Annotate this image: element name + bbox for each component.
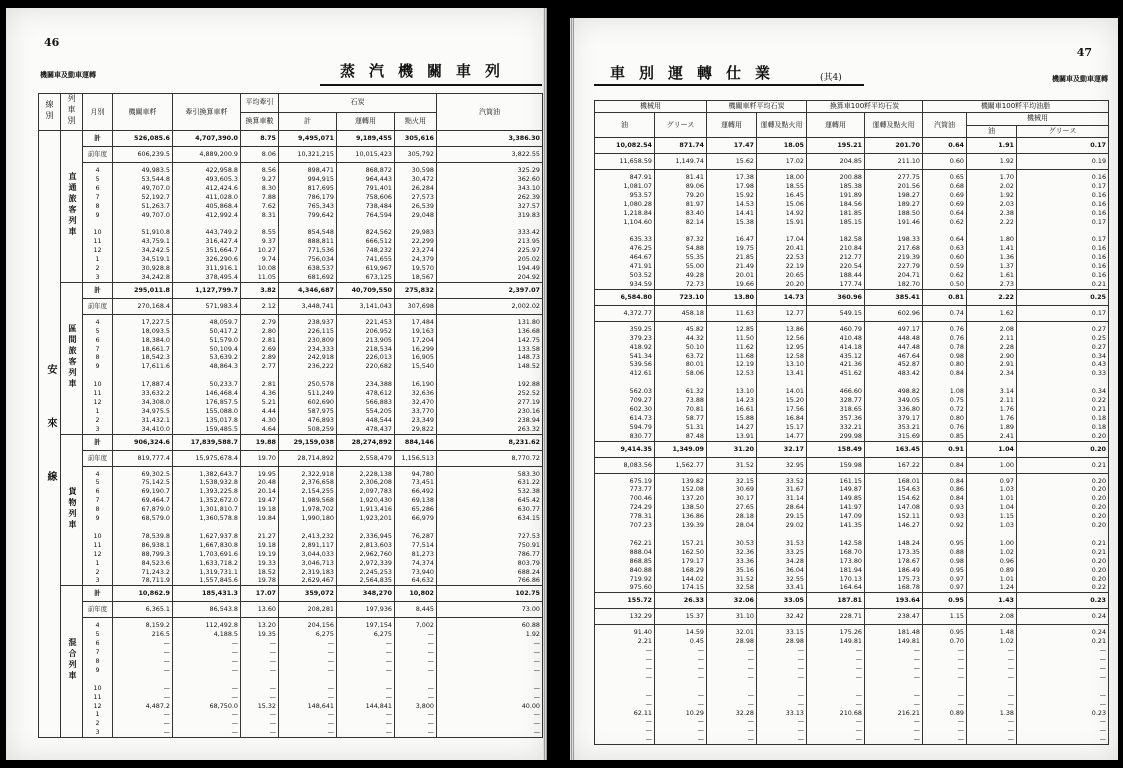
table-cell: 208,281 (279, 602, 337, 618)
table-row (595, 321, 1109, 441)
train-type-cell (61, 282, 83, 434)
monthly-values: 94,780 73,451 66,492 69,138 65,286 66,979 76,287 77,514 81,273 74,374 73,940 64,632 (395, 466, 437, 586)
table-cell: 228.71 (807, 609, 865, 625)
header-oil: 油 (595, 113, 655, 138)
table-cell: 3.82 (241, 282, 279, 298)
table-cell: 238.47 (865, 609, 923, 625)
page-number: 47 (1076, 46, 1092, 59)
table-cell: 0.17 (1017, 138, 1109, 154)
table-cell: 8,231.62 (437, 434, 543, 450)
monthly-values: 1,382,643.7 1,538,932.8 1,393,225.8 1,352,672.0 1,301,810.7 1,360,578.8 1,627,937.8 1,667,830.8 1,703,691.6 1,633,718.2 1,319,731.1 1,557,845.6 (173, 466, 241, 586)
table-cell: 3,822.55 (437, 147, 543, 163)
monthly-values: 17,227.5 18,093.5 18,384.0 18,661.7 18,542.3 17,611.6 17,887.4 33,632.2 34,308.0 34,975.5 31,432.1 34,410.0 (113, 314, 173, 434)
table-cell: 906,324.6 (113, 434, 173, 450)
table-cell: 359,072 (279, 586, 337, 602)
table-row (595, 457, 1109, 473)
table-cell: 9,414.35 (595, 441, 655, 457)
page-title-suffix: (其4) (820, 73, 842, 83)
table-cell: 0.24 (1017, 609, 1109, 625)
table-row (39, 314, 543, 434)
table-cell: 0.25 (1017, 289, 1109, 305)
header-per100-oil: 機關車100粁平均油脂 (923, 101, 1109, 113)
table-cell: 29,159,038 (279, 434, 337, 450)
table-cell: 0.23 (1017, 593, 1109, 609)
monthly-values: 45.82 44.32 50.10 63.72 80.01 58.06 61.32 73.88 70.81 58.77 51.31 87.48 (655, 321, 707, 441)
table-cell: 2.12 (241, 298, 279, 314)
table-cell: 40,709,550 (337, 282, 395, 298)
header-conv-km: 牽引換算車粁 (173, 94, 241, 131)
table-cell: 549.15 (807, 305, 865, 321)
table-row (39, 450, 543, 466)
monthly-values: 30,598 30,472 26,284 27,573 26,539 29,048 29,983 22,299 23,274 24,379 19,570 18,567 (395, 163, 437, 283)
table-cell: 32.95 (757, 457, 807, 473)
page-edge (543, 8, 547, 760)
table-cell: 4,372.77 (595, 305, 655, 321)
table-cell: 9,495,071 (279, 131, 337, 147)
table-row (39, 282, 543, 298)
table-cell: 3,448,741 (279, 298, 337, 314)
monthly-values: 422,958.8 493,605.3 412,424.6 411,028.0 405,868.4 412,992.4 443,749.2 316,427.4 351,664.7 326,290.6 311,916.1 378,495.4 (173, 163, 241, 283)
table-cell: 1.92 (967, 154, 1017, 170)
table-cell: 275,832 (395, 282, 437, 298)
table-cell: 132.29 (595, 609, 655, 625)
data-table-right (594, 100, 1109, 745)
table-row (39, 131, 543, 147)
monthly-values: 0.24 0.21 — — — — — — 0.23 — — — (1017, 625, 1109, 745)
monthly-values: 0.27 0.25 0.27 0.34 0.43 0.33 0.34 0.22 0.21 0.18 0.18 0.20 (1017, 321, 1109, 441)
monthly-values: 48,059.7 50,417.2 51,579.0 50,109.4 53,639.2 48,864.3 50,233.7 146,468.4 176,857.5 155,088.0 135,017.8 159,485.5 (173, 314, 241, 434)
monthly-values: 847.91 1,081.07 953.57 1,080.28 1,218.84 1,104.60 635.33 476.25 464.67 471.91 503.52 934.59 (595, 170, 655, 290)
table-cell: 1,562.77 (655, 457, 707, 473)
table-cell: 4,707,390.0 (173, 131, 241, 147)
header-loco-run: 運轉用 (707, 113, 757, 138)
header-cyl-oil: 汽筒油 (437, 94, 543, 131)
row-label: 計 (83, 131, 113, 147)
monthly-values: 460.79 410.48 414.18 435.12 421.36 451.62 466.60 328.77 318.65 357.36 332.21 299.98 (807, 321, 865, 441)
table-cell: 1,127,799.7 (173, 282, 241, 298)
title-rule (320, 84, 542, 86)
table-row (39, 434, 543, 450)
monthly-values: 112,492.8 4,188.5 — — — — — — 68,750.0 — — — (173, 618, 241, 738)
table-cell: 1,349.09 (655, 441, 707, 457)
table-cell: 8.06 (241, 147, 279, 163)
header-conv-run: 運轉用 (807, 113, 865, 138)
table-cell: 602.96 (865, 305, 923, 321)
monthly-values: 1.48 1.02 — — — — — — 1.38 — — — (967, 625, 1017, 745)
table-cell: 0.84 (923, 457, 967, 473)
table-cell: 3,141,043 (337, 298, 395, 314)
table-cell: 360.96 (807, 289, 865, 305)
monthly-values: 33.15 28.98 — — — — — — 33.13 — — — (757, 625, 807, 745)
header-line: 線別 (45, 99, 54, 122)
table-cell: 32.42 (757, 609, 807, 625)
table-cell: 458.18 (655, 305, 707, 321)
monthly-values: 221,453 206,952 213,905 218,534 226,013 220,682 234,388 478,612 566,883 554,205 448,544 478,437 (337, 314, 395, 434)
table-cell: 11.63 (707, 305, 757, 321)
table-cell: 32.06 (707, 593, 757, 609)
table-cell: 4,889,200.9 (173, 147, 241, 163)
monthly-values: 175.26 149.81 — — — — — — 210.68 — — — (807, 625, 865, 745)
monthly-values: 197,154 6,275 — — — — — — 144,841 — — — (337, 618, 395, 738)
table-cell: 526,085.6 (113, 131, 173, 147)
table-cell: 606,239.5 (113, 147, 173, 163)
table-cell: 0.20 (1017, 441, 1109, 457)
table-cell: 10,321,215 (279, 147, 337, 163)
monthly-values: 277.75 201.56 198.27 189.27 188.50 191.46 198.33 217.68 219.39 227.79 204.71 182.70 (865, 170, 923, 290)
row-label: 計 (83, 586, 113, 602)
monthly-values: 14.59 0.45 — — — — — — 10.29 — — — (655, 625, 707, 745)
page-title: 車別運轉仕業 (610, 64, 785, 82)
table-cell: 1.43 (967, 593, 1017, 609)
monthly-values: 0.76 0.76 0.78 0.98 0.80 0.84 1.08 0.75 0.72 0.80 0.76 0.85 (923, 321, 967, 441)
monthly-values: 19.95 20.48 20.14 19.47 19.18 19.84 21.27 19.18 19.19 19.33 18.52 19.78 (241, 466, 279, 586)
table-cell: 14.73 (757, 289, 807, 305)
monthly-values: 325.29 362.60 343.10 262.39 327.57 319.83 333.42 213.95 225.97 205.02 194.49 204.92 (437, 163, 543, 283)
monthly-values: 49,983.5 53,544.8 49,707.0 52,192.7 51,263.7 49,707.0 51,910.8 43,759.1 34,242.5 34,519.1 30,928.8 34,242.8 (113, 163, 173, 283)
monthly-values: 32.15 30.69 30.17 27.65 28.18 28.04 30.53 32.36 33.36 35.16 31.52 32.58 (707, 473, 757, 593)
data-table-left (38, 93, 543, 738)
table-cell: 18.05 (757, 138, 807, 154)
monthly-values: 0.65 0.68 0.69 0.69 0.64 0.62 0.64 0.63 0.60 0.59 0.62 0.50 (923, 170, 967, 290)
table-row (595, 138, 1109, 154)
monthly-values: 675.19 773.77 700.46 724.29 778.31 707.23 762.21 888.04 868.85 840.88 719.92 975.60 (595, 473, 655, 593)
table-cell: 1,156,513 (395, 450, 437, 466)
table-cell: 871.74 (655, 138, 707, 154)
table-cell: 155.72 (595, 593, 655, 609)
table-cell: 0.74 (923, 305, 967, 321)
table-cell: 159.98 (807, 457, 865, 473)
table-cell: 2,558,479 (337, 450, 395, 466)
monthly-values: 497.17 448.48 447.48 467.64 452.87 483.42 498.82 349.05 336.80 379.17 353.21 315.69 (865, 321, 923, 441)
table-cell: 187.81 (807, 593, 865, 609)
monthly-values: 204,156 6,275 — — — — — — 148,641 — — — (279, 618, 337, 738)
monthly-values: 868,872 964,443 791,401 758,606 738,484 764,594 824,562 666,512 748,232 741,655 619,967 673,125 (337, 163, 395, 283)
table-cell: 8.75 (241, 131, 279, 147)
table-cell: 1.62 (967, 305, 1017, 321)
monthly-values: 359.25 379.23 418.92 541.34 539.56 412.61 562.03 709.27 602.30 614.73 594.79 830.77 (595, 321, 655, 441)
table-cell: 8,445 (395, 602, 437, 618)
header-coal: 石炭 (279, 94, 437, 113)
table-cell: 295,011.8 (113, 282, 173, 298)
header-grease: グリース (655, 113, 707, 138)
table-cell: 2.08 (967, 609, 1017, 625)
table-cell: 1.00 (967, 457, 1017, 473)
month-list: 4 5 6 7 8 9 10 11 12 1 2 3 (83, 618, 113, 738)
table-cell: 19.88 (241, 434, 279, 450)
table-cell: 10,015,423 (337, 147, 395, 163)
monthly-values: 583.30 631.22 532.38 645.42 630.77 634.15 727.53 750.91 786.77 803.79 688.24 766.86 (437, 466, 543, 586)
table-row (39, 466, 543, 586)
monthly-values: 60.88 1.92 — — — — — — 40.00 — — — (437, 618, 543, 738)
month-list: 4 5 6 7 8 9 10 11 12 1 2 3 (83, 163, 113, 283)
monthly-values: 8,159.2 216.5 — — — — — — 4,487.2 — — — (113, 618, 173, 738)
train-type-cell (61, 131, 83, 283)
train-type: 貨物列車 (67, 486, 77, 531)
table-row (595, 609, 1109, 625)
monthly-values: 0.20 0.20 0.20 0.20 0.20 0.20 0.21 0.21 0.20 0.20 0.20 0.22 (1017, 473, 1109, 593)
row-label: 計 (83, 282, 113, 298)
table-cell: 1.15 (923, 609, 967, 625)
table-body-left (39, 131, 543, 738)
table-cell: 102.75 (437, 586, 543, 602)
table-cell: 17.07 (241, 586, 279, 602)
table-row (595, 593, 1109, 609)
month-list: 4 5 6 7 8 9 10 11 12 1 2 3 (83, 314, 113, 434)
table-cell: 1.04 (967, 441, 1017, 457)
table-cell: 28,274,892 (337, 434, 395, 450)
row-label: 前年度 (83, 298, 113, 314)
table-cell: 348,270 (337, 586, 395, 602)
monthly-values: 181.48 149.81 — — — — — — 216.21 — — — (865, 625, 923, 745)
header-machine-grease: グリース (1017, 125, 1109, 138)
header-machine: 機械用 (967, 113, 1109, 126)
table-row (39, 602, 543, 618)
table-cell: 1.91 (967, 138, 1017, 154)
monthly-values: 161.15 149.87 149.85 141.97 147.09 141.35 142.58 168.70 173.80 181.94 170.13 164.64 (807, 473, 865, 593)
table-cell: 17.47 (707, 138, 757, 154)
table-cell: 10,802 (395, 586, 437, 602)
row-label: 前年度 (83, 450, 113, 466)
table-cell: 86,543.8 (173, 602, 241, 618)
table-cell: 17.02 (757, 154, 807, 170)
header-coal-run: 運轉用 (337, 112, 395, 131)
left-page (6, 8, 547, 760)
table-cell: 15.37 (655, 609, 707, 625)
monthly-values: 17,484 19,163 17,204 16,299 16,905 15,540 16,190 32,636 32,470 33,770 23,349 29,822 (395, 314, 437, 434)
table-row (39, 163, 543, 283)
monthly-values: 1.70 2.02 1.92 2.03 2.38 2.22 1.80 1.41 1.36 1.37 1.61 2.73 (967, 170, 1017, 290)
table-cell: 385.41 (865, 289, 923, 305)
table-cell: 31.52 (707, 457, 757, 473)
header-cyl-oil: 汽筒油 (923, 113, 967, 138)
row-label: 計 (83, 434, 113, 450)
table-cell: 307,698 (395, 298, 437, 314)
table-cell: 4,346,687 (279, 282, 337, 298)
table-cell: 211.10 (865, 154, 923, 170)
table-cell: 32.17 (757, 441, 807, 457)
table-cell: 193.64 (865, 593, 923, 609)
table-row (39, 586, 543, 602)
monthly-values: 17.38 17.98 15.92 14.53 14.41 15.38 16.47 19.75 21.85 21.49 20.01 19.66 (707, 170, 757, 290)
header-lubricant: 機械用 (595, 101, 707, 113)
monthly-values: 0.97 1.03 1.01 1.04 1.15 1.03 1.00 1.02 0.96 0.89 1.01 1.24 (967, 473, 1017, 593)
table-cell: 1,149.74 (655, 154, 707, 170)
table-cell: 31.20 (707, 441, 757, 457)
monthly-values: 2,228,138 2,306,208 2,097,783 1,920,430 1,913,416 1,923,201 2,336,945 2,813,603 2,962,760 2,972,339 2,245,253 2,564,835 (337, 466, 395, 586)
monthly-values: 200.88 185.38 191.89 184.56 181.85 185.15 182.58 210.84 212.77 220.54 188.44 177.74 (807, 170, 865, 290)
train-type-cell (61, 586, 83, 738)
page-edge (570, 18, 574, 760)
table-cell: 8,770.72 (437, 450, 543, 466)
table-cell: 19.70 (241, 450, 279, 466)
table-row (595, 305, 1109, 321)
table-row (39, 298, 543, 314)
table-cell: 0.60 (923, 154, 967, 170)
monthly-values: 69,302.5 75,142.5 69,190.7 69,464.7 67,879.0 68,579.0 78,539.8 86,938.1 88,799.3 84,523.6 71,243.2 78,711.9 (113, 466, 173, 586)
header-avg-sub: 換算車數 (241, 112, 279, 131)
table-cell: 305,616 (395, 131, 437, 147)
table-row (595, 625, 1109, 745)
table-cell: 2.22 (967, 289, 1017, 305)
table-cell: 0.91 (923, 441, 967, 457)
table-cell: 2,397.07 (437, 282, 543, 298)
monthly-values: 0.16 0.17 0.16 0.16 0.16 0.17 0.17 0.16 0.16 0.16 0.16 0.21 (1017, 170, 1109, 290)
table-cell: 13.80 (707, 289, 757, 305)
right-page (570, 18, 1118, 760)
table-row (39, 147, 543, 163)
train-type-cell (61, 434, 83, 586)
train-type: 區間旅客列車 (67, 323, 77, 390)
monthly-values: 2.79 2.80 2.81 2.69 2.89 2.77 2.81 4.36 5.21 4.44 4.30 4.64 (241, 314, 279, 434)
monthly-values: 898,471 994,915 817,695 786,179 765,343 799,642 854,548 888,811 771,536 756,034 638,537 681,692 (279, 163, 337, 283)
header-coal-total: 計 (279, 112, 337, 131)
monthly-values: 2,322,918 2,376,658 2,154,255 1,989,568 1,978,702 1,990,180 2,413,232 2,891,117 3,044,033 3,046,713 2,319,183 2,629,467 (279, 466, 337, 586)
page-title: 蒸汽機關車列 (340, 62, 515, 80)
table-row (595, 441, 1109, 457)
table-cell: 11,658.59 (595, 154, 655, 170)
monthly-values: 0.84 0.86 0.84 0.93 0.93 0.92 0.95 0.88 0.98 0.95 0.97 0.97 (923, 473, 967, 593)
monthly-values: 91.40 2.21 — — — — — — 62.11 — — — (595, 625, 655, 745)
header-loco-fire: 運轉及點火用 (757, 113, 807, 138)
header-loco-km: 機關車粁 (113, 94, 173, 131)
running-head: 機關車及動車運轉 (40, 71, 96, 79)
table-cell: 31.10 (707, 609, 757, 625)
monthly-values: 168.01 154.63 154.62 147.08 152.11 146.27 148.24 173.35 178.67 186.49 175.73 168.78 (865, 473, 923, 593)
header-coal-fire: 點火用 (395, 112, 437, 131)
table-cell: 185,431.3 (173, 586, 241, 602)
monthly-values: 131.80 136.68 142.75 133.58 148.73 148.52 192.88 252.52 277.19 230.16 238.94 263.32 (437, 314, 543, 434)
table-cell: 73.00 (437, 602, 543, 618)
table-cell: 3,386.30 (437, 131, 543, 147)
header-avg: 平均牽引 (241, 94, 279, 113)
header-conv-fire: 運轉及點火用 (865, 113, 923, 138)
monthly-values: 7,002 — — — — — — — 3,800 — — — (395, 618, 437, 738)
header-train: 列車別 (67, 94, 76, 127)
table-cell: 15,975,678.4 (173, 450, 241, 466)
table-row (595, 473, 1109, 593)
table-cell: 571,983.4 (173, 298, 241, 314)
table-cell: 0.17 (1017, 305, 1109, 321)
table-cell: 158.49 (807, 441, 865, 457)
table-cell: 2,002.02 (437, 298, 543, 314)
monthly-values: 33.52 31.67 31.14 28.64 29.15 29.02 31.53 33.25 34.28 36.04 32.55 33.41 (757, 473, 807, 593)
table-cell: 10,862.9 (113, 586, 173, 602)
table-cell: 6,584.80 (595, 289, 655, 305)
monthly-values: 2.08 2.11 2.28 2.90 2.91 2.34 3.14 2.11 1.76 1.76 1.89 2.41 (967, 321, 1017, 441)
monthly-values: 18.00 18.55 16.45 15.06 14.92 15.91 17.04 20.41 22.53 22.19 20.65 20.20 (757, 170, 807, 290)
line-label-cell (39, 131, 61, 738)
header-month: 月別 (83, 94, 113, 131)
table-cell: 12.77 (757, 305, 807, 321)
monthly-values: 32.01 28.98 — — — — — — 32.28 — — — (707, 625, 757, 745)
train-type: 直通旅客列車 (67, 171, 77, 238)
table-row (39, 618, 543, 738)
table-cell: 723.10 (655, 289, 707, 305)
table-cell: 201.70 (865, 138, 923, 154)
table-cell: 163.45 (865, 441, 923, 457)
table-cell: 0.21 (1017, 457, 1109, 473)
table-cell: 10,082.54 (595, 138, 655, 154)
table-cell: 195.21 (807, 138, 865, 154)
page-number: 46 (44, 36, 60, 49)
table-cell: 884,146 (395, 434, 437, 450)
header-loco-avg-coal: 機關車粁平均石炭 (707, 101, 807, 113)
table-cell: 6,365.1 (113, 602, 173, 618)
train-type: 混合列車 (67, 638, 77, 683)
table-cell: 167.22 (865, 457, 923, 473)
table-row (595, 170, 1109, 290)
table-cell: 819,777.4 (113, 450, 173, 466)
table-cell: 33.05 (757, 593, 807, 609)
title-rule (594, 84, 864, 86)
monthly-values: 13.86 12.56 12.95 12.58 13.10 13.41 14.01 15.20 17.56 16.84 15.17 14.77 (757, 321, 807, 441)
table-cell: 270,168.4 (113, 298, 173, 314)
table-cell: 26.33 (655, 593, 707, 609)
table-cell: 8,083.56 (595, 457, 655, 473)
table-cell: 197,936 (337, 602, 395, 618)
table-cell: 0.19 (1017, 154, 1109, 170)
table-row (595, 154, 1109, 170)
table-cell: 305,792 (395, 147, 437, 163)
month-list: 4 5 6 7 8 9 10 11 12 1 2 3 (83, 466, 113, 586)
table-cell: 9,189,455 (337, 131, 395, 147)
table-body-right (595, 138, 1109, 745)
header-machine-oil: 油 (967, 125, 1017, 138)
table-cell: 0.81 (923, 289, 967, 305)
monthly-values: 238,937 226,115 230,809 234,333 242,918 236,222 250,578 511,249 602,690 587,975 476,893 508,259 (279, 314, 337, 434)
line-name: 安 來 線 (44, 364, 56, 502)
table-cell: 28,714,892 (279, 450, 337, 466)
table-cell: 17,839,588.7 (173, 434, 241, 450)
row-label: 前年度 (83, 602, 113, 618)
header-conv-avg-coal: 換算車100粁平均石炭 (807, 101, 923, 113)
monthly-values: 0.95 0.70 — — — — — — 0.89 — — — (923, 625, 967, 745)
running-head: 機關車及動車運轉 (1052, 75, 1108, 83)
monthly-values: 13.20 19.35 — — — — — — 15.32 — — — (241, 618, 279, 738)
monthly-values: 81.41 89.06 79.20 81.97 83.40 82.14 87.32 54.88 55.35 55.00 49.28 72.73 (655, 170, 707, 290)
table-row (595, 289, 1109, 305)
table-cell: 0.95 (923, 593, 967, 609)
table-cell: 13.60 (241, 602, 279, 618)
monthly-values: 139.82 152.08 137.20 138.50 136.86 139.39 157.21 162.50 179.17 168.29 144.02 174.15 (655, 473, 707, 593)
table-cell: 0.64 (923, 138, 967, 154)
monthly-values: 8.56 9.27 8.30 7.88 7.62 8.31 8.55 9.37 10.27 9.74 10.08 11.05 (241, 163, 279, 283)
row-label: 前年度 (83, 147, 113, 163)
table-cell: 204.85 (807, 154, 865, 170)
table-cell: 15.62 (707, 154, 757, 170)
monthly-values: 12.85 11.50 11.62 11.68 12.19 12.53 13.10 14.23 16.61 15.88 14.27 13.91 (707, 321, 757, 441)
